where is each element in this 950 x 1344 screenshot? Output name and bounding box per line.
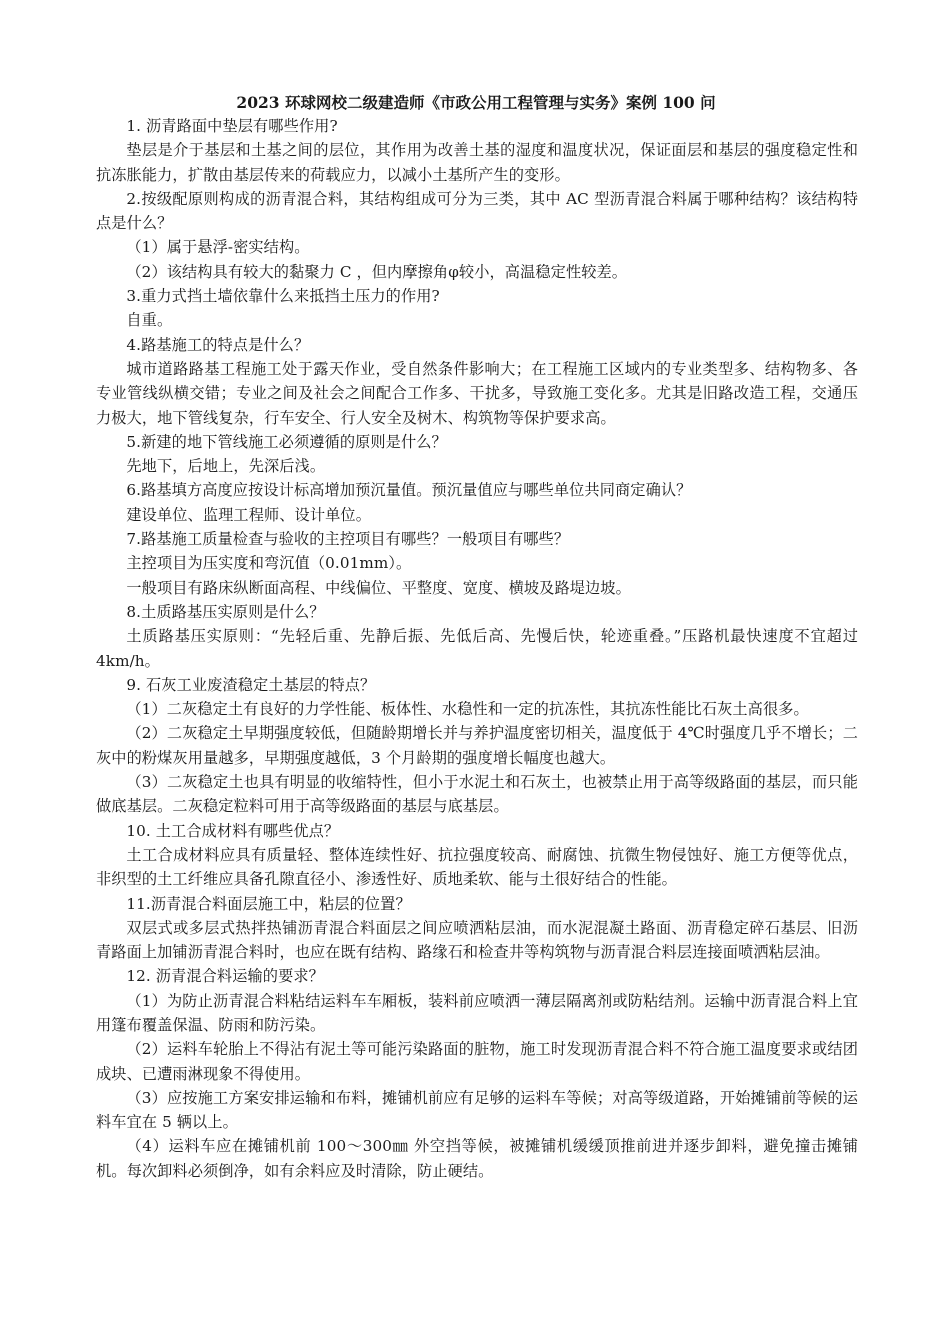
answer-1: 垫层是介于基层和土基之间的层位，其作用为改善土基的湿度和温度状况，保证面层和基层的强度稳定性和抗冻胀能力，扩散由基层传来的荷载应力，以减小土基所产生的变形。 (96, 141, 858, 184)
answer-4: 城市道路路基工程施工处于露天作业，受自然条件影响大；在工程施工区域内的专业类型多、结构物多、各专业管线纵横交错；专业之间及社会之间配合工作多、干扰多，导致施工变化多。尤其是旧路改造工程，交通压力极大，地下管线复杂，行车安全、行人安全及树木、构筑物等保护要求高。 (96, 359, 858, 427)
question-11: 11.沥青混合料面层施工中，粘层的位置？ (126, 894, 411, 913)
answer-6: 建设单位、监理工程师、设计单位。 (126, 505, 371, 524)
answer-12-item-4: （4）运料车应在摊铺机前 100～300㎜ 外空挡等候，被摊铺机缓缓顶推前进并逐步卸料，避免撞击摊铺机。每次卸料必须倒净，如有余料应及时清除，防止硬结。 (96, 1137, 858, 1180)
question-12: 12. 沥青混合料运输的要求？ (126, 967, 324, 986)
answer-3: 自重。 (126, 311, 173, 330)
answer-2-item-1: （1）属于悬浮-密实结构。 (126, 238, 310, 257)
document-title: 2023 环球网校二级建造师《市政公用工程管理与实务》案例 100 问 (236, 93, 716, 112)
question-10: 10. 土工合成材料有哪些优点？ (126, 821, 340, 840)
answer-12-item-2: （2）运料车轮胎上不得沾有泥土等可能污染路面的脏物，施工时发现沥青混合料不符合施工温度要求或结团成块、已遭雨淋现象不得使用。 (96, 1040, 858, 1083)
answer-9-item-2: （2）二灰稳定土早期强度较低，但随龄期增长并与养护温度密切相关，温度低于 4℃时强度几乎不增长；二灰中的粉煤灰用量越多，早期强度越低，3 个月龄期的强度增长幅度也越大。 (96, 724, 858, 767)
question-6: 6.路基填方高度应按设计标高增加预沉量值。预沉量值应与哪些单位共同商定确认？ (126, 481, 692, 500)
answer-11: 双层式或多层式热拌热铺沥青混合料面层之间应喷洒粘层油，而水泥混凝土路面、沥青稳定碎石基层、旧沥青路面上加铺沥青混合料时，也应在既有结构、路缘石和检查井等构筑物与沥青混合料层连接面喷洒粘层油。 (96, 918, 858, 962)
answer-8: 土质路基压实原则：“先轻后重、先静后振、先低后高、先慢后快，轮迹重叠。”压路机最快速度不宜超过 4km/h。 (96, 627, 858, 670)
question-7: 7.路基施工质量检查与验收的主控项目有哪些？一般项目有哪些？ (126, 530, 570, 549)
question-3: 3.重力式挡土墙依靠什么来抵挡土压力的作用? (126, 287, 440, 306)
answer-2-item-2: （2）该结构具有较大的黏聚力 C ，但内摩擦角φ较小，高温稳定性较差。 (126, 262, 628, 281)
answer-9-item-1: （1）二灰稳定土有良好的力学性能、板体性、水稳性和一定的抗冻性，其抗冻性能比石灰土高很多。 (126, 700, 809, 719)
document-body (96, 114, 858, 1183)
question-4: 4.路基施工的特点是什么？ (126, 335, 310, 354)
answer-5: 先地下，后地上，先深后浅。 (126, 457, 326, 476)
answer-10: 土工合成材料应具有质量轻、整体连续性好、抗拉强度较高、耐腐蚀、抗微生物侵蚀好、施工方便等优点，非织型的土工纤维应具备孔隙直径小、渗透性好、质地柔软、能与土很好结合的性能。 (96, 845, 858, 889)
answer-12-item-3: （3）应按施工方案安排运输和布料，摊铺机前应有足够的运料车等候；对高等级道路，开始摊铺前等候的运料车宜在 5 辆以上。 (96, 1088, 858, 1132)
question-1: 1. 沥青路面中垫层有哪些作用? (126, 117, 338, 135)
answer-7-main: 主控项目为压实度和弯沉值（0.01mm）。 (126, 554, 412, 573)
answer-12-item-1: （1）为防止沥青混合料粘结运料车车厢板，装料前应喷洒一薄层隔离剂或防粘结剂。运输中沥青混合料上宜用篷布覆盖保温、防雨和防污染。 (96, 991, 858, 1034)
question-2: 2.按级配原则构成的沥青混合料，其结构组成可分为三类，其中 AC 型沥青混合料属于哪种结构？该结构特点是什么？ (96, 189, 858, 233)
question-5: 5.新建的地下管线施工必须遵循的原则是什么？ (126, 432, 447, 451)
answer-9-item-3: （3）二灰稳定土也具有明显的收缩特性，但小于水泥土和石灰土，也被禁止用于高等级路面的基层，而只能做底基层。二灰稳定粒料可用于高等级路面的基层与底基层。 (96, 773, 858, 816)
question-9: 9. 石灰工业废渣稳定土基层的特点？ (126, 675, 376, 694)
answer-7-general: 一般项目有路床纵断面高程、中线偏位、平整度、宽度、横坡及路堤边坡。 (126, 578, 631, 597)
question-8: 8.土质路基压实原则是什么？ (126, 602, 325, 621)
